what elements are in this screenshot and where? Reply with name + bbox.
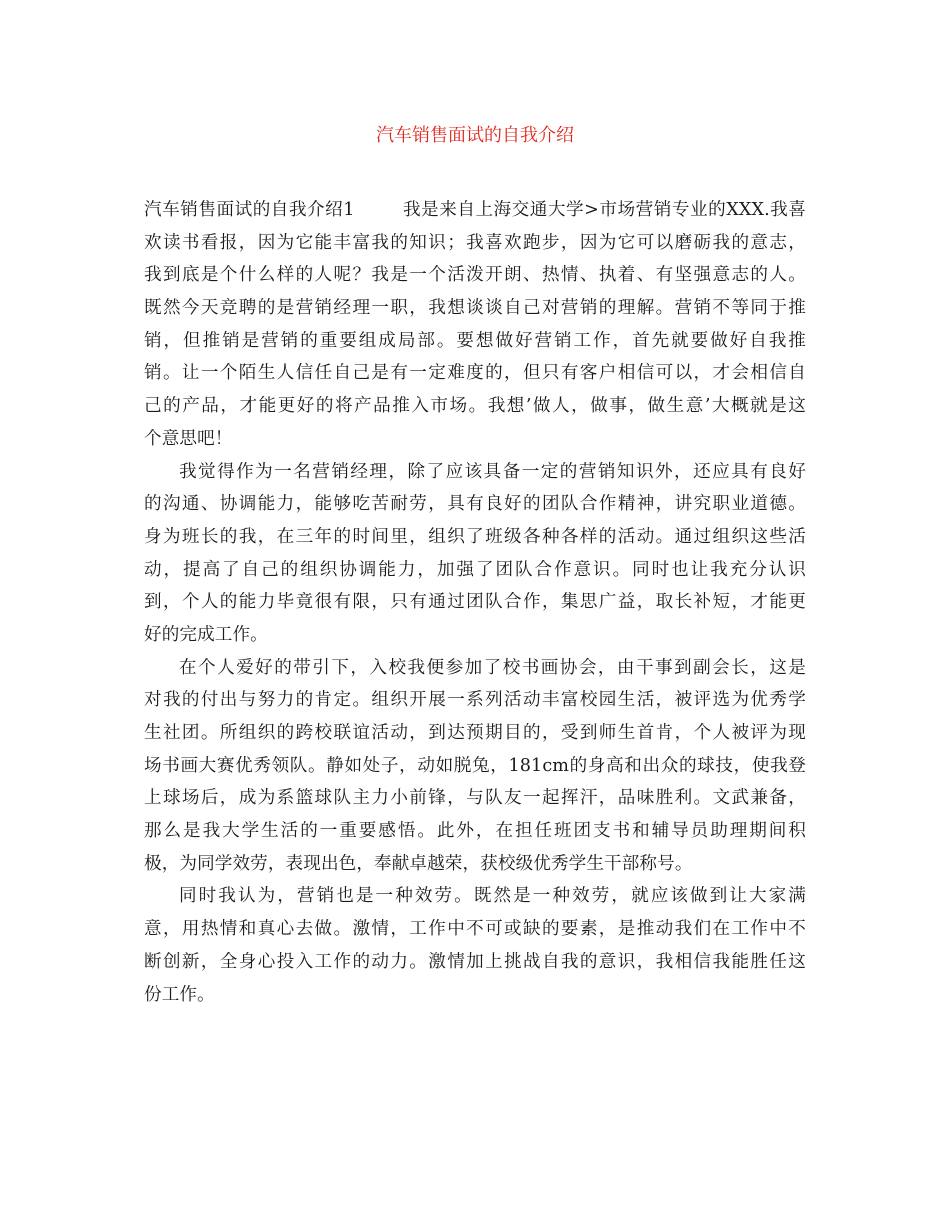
paragraph-line: 身为班长的我，在三年的时间里，组织了班级各种各样的活动。通过组织这些活 bbox=[144, 526, 806, 547]
paragraph-line: 好的完成工作。 bbox=[144, 624, 268, 645]
paragraph-line: 个意思吧！ bbox=[144, 428, 233, 449]
paragraph-line: 汽车销售面试的自我介绍1 我是来自上海交通大学>市场营销专业的XXX.我喜 bbox=[144, 200, 806, 220]
paragraph-line: 我觉得作为一名营销经理，除了应该具备一定的营销知识外，还应具有良好 bbox=[179, 461, 806, 482]
paragraph-line: 在个人爱好的带引下，入校我便参加了校书画协会，由干事到副会长，这是 bbox=[179, 657, 806, 678]
document-body bbox=[144, 194, 806, 1011]
paragraph-line: 销。让一个陌生人信任自己是有一定难度的，但只有客户相信可以，才会相信自 bbox=[144, 363, 806, 384]
paragraph-line: 份工作。 bbox=[144, 984, 215, 1005]
paragraph-line: 那么是我大学生活的一重要感悟。此外，在担任班团支书和辅导员助理期间积 bbox=[144, 821, 806, 842]
paragraph-line: 己的产品，才能更好的将产品推入市场。我想’做人，做事，做生意’大概就是这 bbox=[144, 396, 806, 417]
paragraph-line: 生社团。所组织的跨校联谊活动，到达预期目的，受到师生首肯，个人被评为现 bbox=[144, 723, 806, 743]
paragraph-line: 对我的付出与努力的肯定。组织开展一系列活动丰富校园生活，被评选为优秀学 bbox=[144, 690, 806, 711]
paragraph-line: 场书画大赛优秀领队。静如处子，动如脱兔，181cm的身高和出众的球技，使我登 bbox=[144, 755, 806, 776]
paragraph-line: 断创新，全身心投入工作的动力。激情加上挑战自我的意识，我相信我能胜任这 bbox=[144, 951, 806, 972]
paragraph-line: 到，个人的能力毕竟很有限，只有通过团队合作，集思广益，取长补短，才能更 bbox=[144, 592, 806, 613]
paragraph-line: 意，用热情和真心去做。激情，工作中不可或缺的要素，是推动我们在工作中不 bbox=[144, 919, 806, 940]
paragraph-line: 同时我认为，营销也是一种效劳。既然是一种效劳，就应该做到让大家满 bbox=[179, 886, 806, 907]
paragraph-line: 既然今天竞聘的是营销经理一职，我想谈谈自己对营销的理解。营销不等同于推 bbox=[144, 298, 806, 319]
paragraph-line: 极，为同学效劳，表现出色，奉献卓越荣，获校级优秀学生干部称号。 bbox=[144, 853, 693, 874]
paragraph-line: 欢读书看报，因为它能丰富我的知识；我喜欢跑步，因为它可以磨砺我的意志， bbox=[144, 232, 806, 253]
paragraph-line: 销，但推销是营销的重要组成局部。要想做好营销工作，首先就要做好自我推 bbox=[144, 330, 806, 351]
paragraph-line: 我到底是个什么样的人呢？我是一个活泼开朗、热情、执着、有坚强意志的人。 bbox=[144, 265, 806, 286]
paragraph-line: 上球场后，成为系篮球队主力小前锋，与队友一起挥汗，品味胜利。文武兼备， bbox=[144, 788, 806, 809]
paragraph-line: 动，提高了自己的组织协调能力，加强了团队合作意识。同时也让我充分认识 bbox=[144, 559, 806, 580]
section-heading: 汽车销售面试的自我介绍1 bbox=[144, 200, 355, 220]
paragraph-line: 的沟通、协调能力，能够吃苦耐劳，具有良好的团队合作精神，讲究职业道德。 bbox=[144, 494, 806, 515]
document-title: 汽车销售面试的自我介绍 bbox=[376, 125, 574, 146]
